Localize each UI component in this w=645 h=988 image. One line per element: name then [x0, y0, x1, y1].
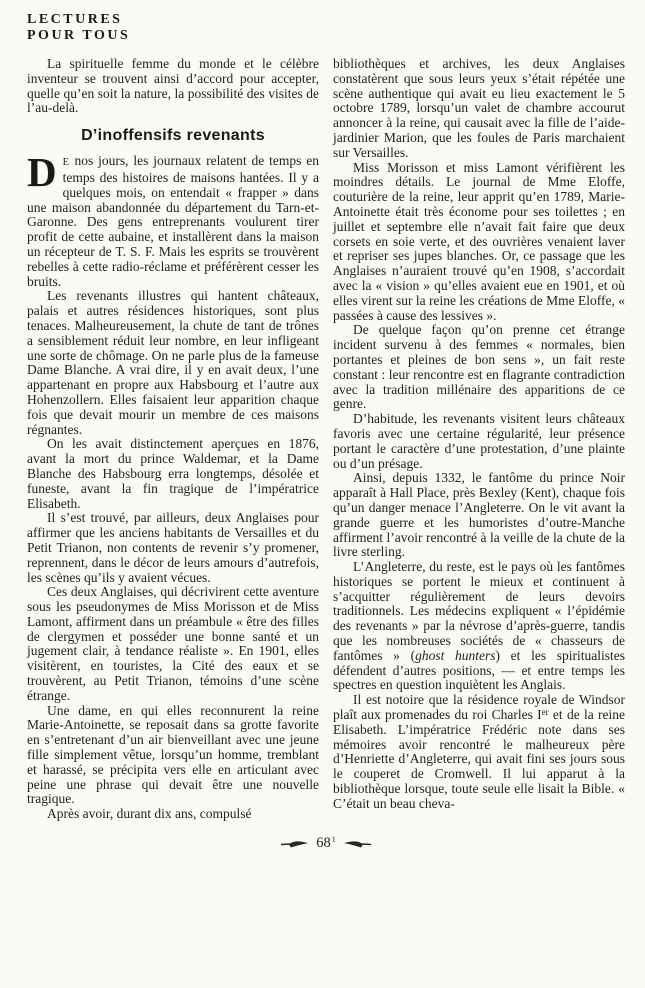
paragraph: Après avoir, durant dix ans, compulsé: [47, 806, 252, 822]
paragraph: bibliothèques et archives, les deux Anglaises constatèrent que sous leurs yeux s’était répétée une scène authentique qui avait eu lieu exactement le 5 octobre 1789, lorsqu’un valet de chambre accourut annoncer à la reine, qui causait avec la fille de l’aide-jardinier Marion, que les foules de Paris marchaient sur Versailles.: [333, 56, 625, 160]
paragraph: D’habitude, les revenants visitent leurs châteaux favoris avec une certaine régularité, leur présence portant le caractère d’une protestation, d’une plainte ou d’un présage.: [333, 411, 625, 471]
paragraph: [333, 560, 625, 693]
paragraph-text: Il est notoire que la résidence royale de Windsor plaît aux promenades du roi Charles I: [333, 692, 625, 723]
paragraph: On les avait distinctement aperçues en 1876, avant la mort du prince Waldemar, et la Dame Blanche des Habsbourg erra longtemps, désolée et funeste, avant la fin tragique de l’impératrice Elisabeth.: [27, 436, 319, 511]
intro-paragraph: La spirituelle femme du monde et le célèbre inventeur se trouvent ainsi d’accord pour accepter, quelle qu’en soit la nature, la possibilité des visites de l’au-delà.: [27, 56, 319, 116]
page-number: [316, 835, 336, 852]
fleuron-right-icon: [343, 839, 371, 849]
paragraph: Les revenants illustres qui hantent châteaux, palais et autres résidences historiques, sont plus tenaces. Malheureusement, la chute de tant de trônes a sensiblement réduit leur nombre, en leur infligeant une sorte de chômage. On ne parle plus de la fameuse Dame Blanche. A vrai dire, il y en avait deux, l’une appartenant en propre aux Habsbourg et l’autre aux Hohenzollern. Elles faisaient leur apparition chaque fois que devait mourir un membre de ces maisons régnantes.: [27, 288, 319, 437]
paragraph-text: nos jours, les journaux relatent de temps en temps des histoires de maisons hantées. Il y a quelques mois, on entendait « frapper » dans une maison abandonnée du département du Tarn-et-Garonne. Des gens entreprenants voulurent tirer profit de cette aubaine, et installèrent dans la maison un récepteur de T. S. F. Mais les esprits se trouvèrent rebelles à cette radio-réclame et préférèrent cesser les bruits.: [27, 153, 320, 289]
dropcap-follow-letter: E: [62, 157, 70, 169]
paragraph-text: L’Angleterre, du reste, est le pays où les fantômes historiques se portent le mieux et continuent à s’acquitter régulièrement de leurs devoirs traditionnels. Les médecins expliquent « l’épidémie des revenants » par la névrose d’après-guerre, tandis que les nombreuses sociétés de « chasseurs de fantômes » (: [333, 559, 625, 663]
paragraph-italic-text: ghost hunters: [415, 647, 496, 663]
ordinal-superscript: er: [541, 707, 549, 718]
masthead-line-2: POUR TOUS: [27, 28, 131, 43]
drop-cap: D: [27, 149, 57, 196]
page-number-value: 68: [316, 835, 331, 852]
paragraph: Une dame, en qui elles reconnurent la reine Marie-Antoinette, se reposait dans sa grotte favorite en s’entretenant d’un air bienveillant avec une jeune fille simplement vêtue, lorsqu’un homme, tremblant et harassé, se précipita vers elle en articulant avec peine une phrase qui devait être une nouvelle tragique.: [27, 702, 319, 807]
article-heading: D’inoffensifs revenants: [81, 127, 265, 145]
text-columns: [27, 57, 625, 822]
masthead: [27, 12, 625, 44]
paragraph: [333, 693, 625, 811]
left-column: [27, 57, 319, 822]
paragraph-text: et de la reine Elisabeth. L’impératrice Frédéric note dans ses mémoires avoir rencontré le malheureux père d’Henriette d’Angleterre, qui avait fini ses jours sous le couperet de Cromwell. Il lui apparut à la bibliothèque lorsque, toute seule elle lisait la Bible. « C’était un beau cheva-: [333, 707, 625, 811]
fleuron-left-icon: [281, 839, 309, 849]
paragraph: Il s’est trouvé, par ailleurs, deux Anglaises pour affirmer que les anciens habitants de Versailles et du Petit Trianon, non contents de revenir s’y promener, reprennent, dans le décor de leurs amours d’autrefois, les scènes qu’ils y avaient vécues.: [27, 510, 319, 585]
paragraph: De quelque façon qu’on prenne cet étrange incident survenu à des femmes « normales, bien portantes et pleines de bon sens », un fait reste constant : leur rencontre est en flagrante contradiction avec la tradition millénaire des apparitions de ce genre.: [333, 322, 625, 412]
dropcap-paragraph: [27, 149, 320, 289]
page-footer: [27, 835, 625, 852]
right-column: [333, 57, 625, 822]
masthead-line-1: LECTURES: [27, 12, 123, 27]
paragraph-text: ) et les spiritualistes défendent d’autres positions, — et entre temps les spectres en question inquiètent les Anglais.: [333, 647, 626, 693]
paragraph: Miss Morisson et miss Lamont vérifièrent les moindres détails. Le journal de Mme Eloffe, couturière de la reine, leur apprit qu’en 1789, Marie-Antoinette était très économe pour ses toilettes ; en juillet et septembre elle n’avait fait faire que deux corsets en soie verte, et des ouvrières venaient laver et repriser ses jupes blanches. Or, ce passage que les Anglaises n’auraient trouvé qu’en 1908, s’accordait avec la « vision » qu’elles avaient eue en 1901, et où elles virent sur la reine les créations de Mme Eloffe, « passées à cause des lessives ».: [333, 159, 625, 323]
paragraph: Ainsi, depuis 1332, le fantôme du prince Noir apparaît à Hall Place, près Bexley (Kent), chaque fois qu’un danger menace l’Angleterre. On le vit avant la grande guerre et les humoristes d’outre-Manche affirment l’avoir rencontré à la veille de la chute de la livre sterling.: [333, 470, 625, 560]
paragraph: Ces deux Anglaises, qui décrivirent cette aventure sous les pseudonymes de Miss Morisson et de Miss Lamont, affirment dans un préambule « être des filles de clergymen et posséder une bonne santé et un jugement clair, à tendance réaliste ». En 1901, elles visitèrent, en touristes, la Cité des eaux et se trouvèrent, au Petit Trianon, témoins d’une scène étrange.: [27, 584, 319, 703]
page-number-mark: 1: [331, 835, 336, 845]
